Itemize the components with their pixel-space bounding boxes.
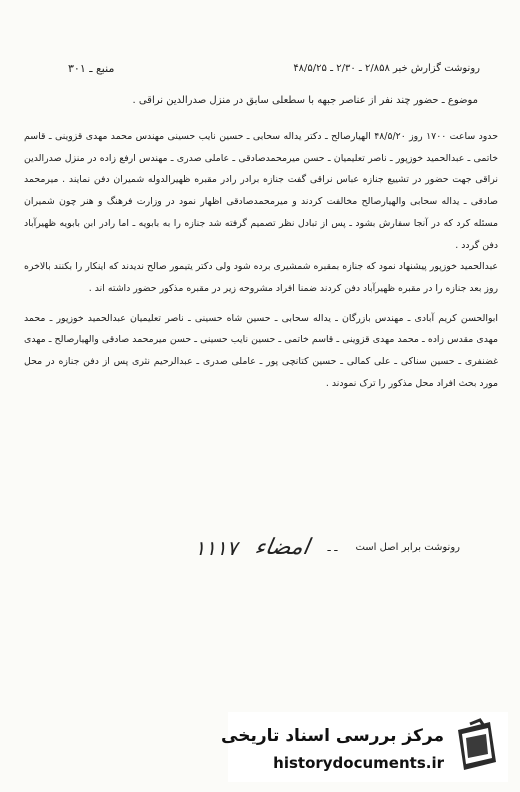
signature-label: رونوشت برابر اصل است (355, 542, 460, 553)
signature-line (70, 535, 460, 560)
signature-dash: ـ ـ (327, 541, 338, 554)
watermark (221, 712, 508, 782)
body-paragraph-3: ابوالحسن کریم آبادی ـ مهندس بازرگان ـ یداله سحابی ـ حسین شاه حسینی ـ ناصر تعلیمیان عبدالحمید خوزپور ـ محمد مهدی مقدس زاده ـ محمد مهدی قزوینی ـ قاسم خاتمی ـ حسین نایب حسینی ـ حسن میرمحمد صادقی والهیارصالح ـ مهدی غضنفری ـ حسین سناکی ـ علی کمالی ـ حسین کتانچی پور ـ عاملی صدری ـ عبدالرحیم نثری پس از دفن جنازه در محل مورد بحث افراد محل مذکور را ترک نمودند . (24, 312, 498, 389)
document-header (68, 62, 480, 75)
report-ref-code: منبع ـ ۳۰۱ (68, 62, 115, 75)
handwritten-number: ۱۱۱۷ (194, 535, 238, 560)
report-source-line: رونوشت گزارش خبر ۲/۸۵۸ ـ ۲/۳۰ ـ ۴۸/۵/۲۵ (293, 63, 480, 74)
document-stack-logo-icon (450, 716, 504, 776)
document-subject: موضوع ـ حضور چند نفر از عناصر جبهه با سطعلی سابق در منزل صدرالدین نراقی . (132, 95, 478, 106)
body-paragraph-2: عبدالحمید خوزپور پیشنهاد نمود که جنازه بمقبره شمشیری برده شود ولی دکتر یتیمور صالح ندیدند که اینکار را بکنند بالاخره روز بعد جنازه را در مقبره ظهیرآباد دفن کردند ضمنا افراد مشروحه زیر در مقبره مذکور حضور داشته اند . (24, 261, 498, 294)
watermark-url: historydocuments.ir (273, 754, 444, 772)
body-paragraph-1: حدود ساعت ۱۷۰۰ روز ۴۸/۵/۲۰ الهیارصالح ـ دکتر یداله سحابی ـ حسین نایب حسینی مهندس محمد مهدی قزوینی ـ قاسم خاتمی ـ عبدالحمید خوزپور ـ ناصر تعلیمیان ـ حسن میرمحمدصادقی ـ عاملی صدری ـ مهندس ارفع زاده در منزل صدرالدین نراقی جهت حضور در تشییع جنازه عباس نراقی گفت جنازه برادر رادر مقبره ظهیرالدوله شمیران دفن نمایند . میرمحمد صادقی ـ یداله سحابی والهیارصالح مخالفت کردند و میرمحمدصادقی اظهار نمود در وزارت فرهنگ و هنر چون شمیران مسئله کرد که در آنجا سفارش بشود ـ پس از تبادل نظر تصمیم گرفته شد جنازه را به بابویه ـ اما رادر ابن بابویه ظهیرآباد دفن گردد . (24, 131, 499, 251)
document-body (24, 126, 498, 394)
handwritten-signature: امضاء (253, 535, 312, 560)
watermark-title: مرکز بررسی اسناد تاریخی (221, 726, 444, 746)
